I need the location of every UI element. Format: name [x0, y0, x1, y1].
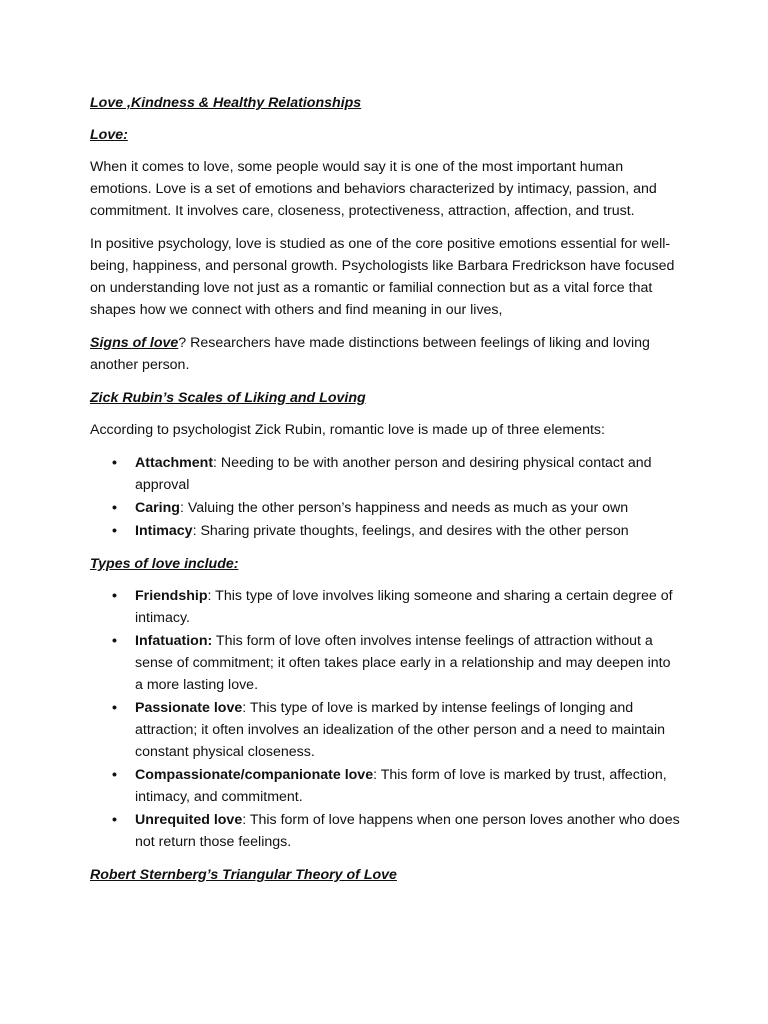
- bullet-icon: •: [112, 767, 117, 783]
- list-item: [90, 630, 682, 696]
- list-item-desc: : This form of love happens when one person loves another who does not return those feelings.: [135, 812, 680, 850]
- rubin-heading: Zick Rubin’s Scales of Liking and Loving: [90, 390, 366, 406]
- list-item-desc: This form of love often involves intense feelings of attraction without a sense of commitment; it often takes place early in a relationship and may deepen into a more lasting love.: [135, 633, 671, 693]
- list-item-term: Caring: [135, 500, 180, 516]
- bullet-icon: •: [112, 455, 117, 471]
- love-paragraph-1: When it comes to love, some people would say it is one of the most important human emotions. Love is a set of emotions and behaviors characterized by intimacy, passion, and commitment. It involves care, closeness, protectiveness, attraction, affection, and trust.: [90, 159, 657, 219]
- bullet-icon: •: [112, 633, 117, 649]
- list-item-term: Attachment: [135, 455, 214, 471]
- list-item-desc: : This type of love involves liking someone and sharing a certain degree of intimacy.: [135, 588, 673, 626]
- document-title: Love ,Kindness & Healthy Relationships: [90, 95, 362, 111]
- list-item-desc: : Sharing private thoughts, feelings, and desires with the other person: [192, 523, 629, 539]
- list-item-term: Compassionate/companionate love: [135, 767, 374, 783]
- bullet-icon: •: [112, 812, 117, 828]
- sternberg-heading: Robert Sternberg’s Triangular Theory of Love: [90, 867, 397, 883]
- signs-of-love-text: ? Researchers have made distinctions between feelings of liking and loving another person.: [90, 335, 650, 373]
- list-item-term: Intimacy: [135, 523, 193, 539]
- signs-of-love-paragraph: [90, 332, 682, 376]
- bullet-icon: •: [112, 588, 117, 604]
- list-item: [90, 697, 682, 763]
- bullet-icon: •: [112, 700, 117, 716]
- types-list: [90, 585, 682, 853]
- list-item: [90, 452, 682, 496]
- list-item-term: Friendship: [135, 588, 208, 604]
- types-heading: Types of love include:: [90, 556, 239, 572]
- list-item: [90, 497, 682, 519]
- list-item: [90, 585, 682, 629]
- list-item-desc: : This type of love is marked by intense feelings of longing and attraction; it often involves an idealization of the other person and a need to maintain constant physical closeness.: [135, 700, 666, 760]
- document-page: [90, 92, 682, 896]
- list-item-term: Infatuation:: [135, 633, 213, 649]
- bullet-icon: •: [112, 523, 117, 539]
- signs-of-love-heading: Signs of love: [90, 335, 179, 351]
- list-item-term: Passionate love: [135, 700, 243, 716]
- list-item-desc: : This form of love is marked by trust, affection, intimacy, and commitment.: [135, 767, 667, 805]
- rubin-elements-list: [90, 452, 682, 542]
- list-item: [90, 809, 682, 853]
- list-item-term: Unrequited love: [135, 812, 243, 828]
- love-paragraph-2: In positive psychology, love is studied as one of the core positive emotions essential for well-being, happiness, and personal growth. Psychologists like Barbara Fredrickson have focused on understanding love not just as a romantic or familial connection but as a vital force that shapes how we connect with others and find meaning in our lives,: [90, 236, 675, 318]
- list-item: [90, 764, 682, 808]
- list-item: [90, 520, 682, 542]
- list-item-desc: : Needing to be with another person and desiring physical contact and approval: [135, 455, 652, 493]
- love-heading: Love:: [90, 127, 128, 143]
- bullet-icon: •: [112, 500, 117, 516]
- list-item-desc: : Valuing the other person’s happiness and needs as much as your own: [179, 500, 629, 516]
- rubin-intro: According to psychologist Zick Rubin, romantic love is made up of three elements:: [90, 422, 605, 438]
